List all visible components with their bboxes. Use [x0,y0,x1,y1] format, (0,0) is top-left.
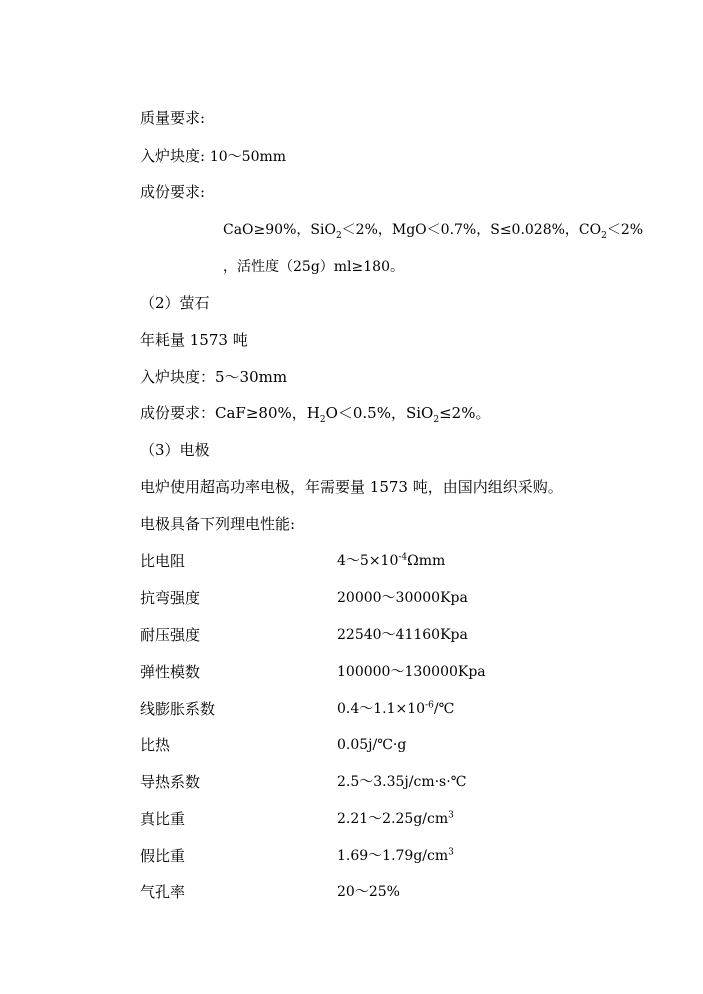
lime-sio2-tail: ＜2%，MgO＜0.7%，S≤0.028%，CO [341,222,602,238]
fluorite-h2-subscript: 2 [319,415,326,425]
lime-size-line [140,146,286,167]
property-value-exponent: 3 [448,847,454,858]
property-value-exponent: -4 [398,552,408,563]
fluorite-composition [140,403,490,423]
property-name: 比电阻 [140,552,186,570]
property-value-main: 4～5×10 [337,553,399,569]
lime-size-label: 入炉块度: [140,147,206,165]
property-value-main: 20000～30000Kpa [337,590,468,606]
fluorite-sio2-subscript: 2 [433,415,440,425]
property-value [337,662,486,682]
property-value [337,625,468,645]
property-value-exponent: 3 [448,810,454,821]
property-value [337,772,466,792]
fluorite-sio2-tail: ≤2%。 [439,404,491,422]
property-name: 假比重 [140,847,186,865]
property-value [337,882,400,902]
property-name: 耐压强度 [140,626,201,644]
property-name: 比热 [140,736,171,754]
property-value-main: 2.21～2.25g/cm [337,811,449,827]
property-value [337,588,468,608]
lime-sio2-subscript: 2 [335,230,342,241]
property-name: 抗弯强度 [140,589,201,607]
fluorite-caf-text: 成份要求：CaF≥80%，H [140,404,320,422]
property-name: 气孔率 [140,883,186,901]
electrode-props-heading: 电极具备下列理电性能: [140,515,296,533]
property-value [337,809,454,829]
lime-composition [223,220,643,240]
property-name: 弹性模数 [140,663,201,681]
fluorite-heading: （2）萤石 [140,294,210,312]
lime-activity: ，活性度（25g）ml≥180。 [223,259,404,275]
property-value-main: 100000～130000Kpa [337,664,486,680]
lime-size-value: 10～50mm [209,149,287,165]
quality-heading: 质量要求: [140,109,206,127]
property-value [337,551,445,571]
property-value [337,699,454,719]
property-name: 真比重 [140,810,186,828]
lime-co2-subscript: 2 [601,230,607,241]
property-value [337,735,406,755]
fluorite-size: 入炉块度：5～30mm [140,368,288,386]
electrode-usage: 电炉使用超高功率电极，年需要量 1573 吨，由国内组织采购。 [140,478,563,496]
property-name: 线膨胀系数 [140,700,216,718]
property-value-main: 20～25% [337,884,400,900]
fluorite-h2o-text: O＜0.5%，SiO [325,404,434,422]
lime-composition-label: 成份要求: [140,183,206,201]
property-value-main: 2.5～3.35j/cm·s·℃ [337,774,467,790]
property-value-unit: /℃ [433,701,455,717]
property-value-main: 22540～41160Kpa [337,627,468,643]
lime-cao-text: CaO≥90%，SiO [223,222,336,238]
property-value-unit: Ωmm [407,553,446,569]
lime-co2-tail: ＜2% [606,222,644,238]
property-value [337,846,454,866]
property-value-main: 1.69～1.79g/cm [337,848,449,864]
property-value-main: 0.05j/℃·g [337,737,407,753]
property-name: 导热系数 [140,773,201,791]
property-value-main: 0.4～1.1×10 [337,701,426,717]
fluorite-annual: 年耗量 1573 吨 [140,331,248,349]
electrode-heading: （3）电极 [140,441,210,459]
property-value-exponent: -6 [425,700,434,711]
